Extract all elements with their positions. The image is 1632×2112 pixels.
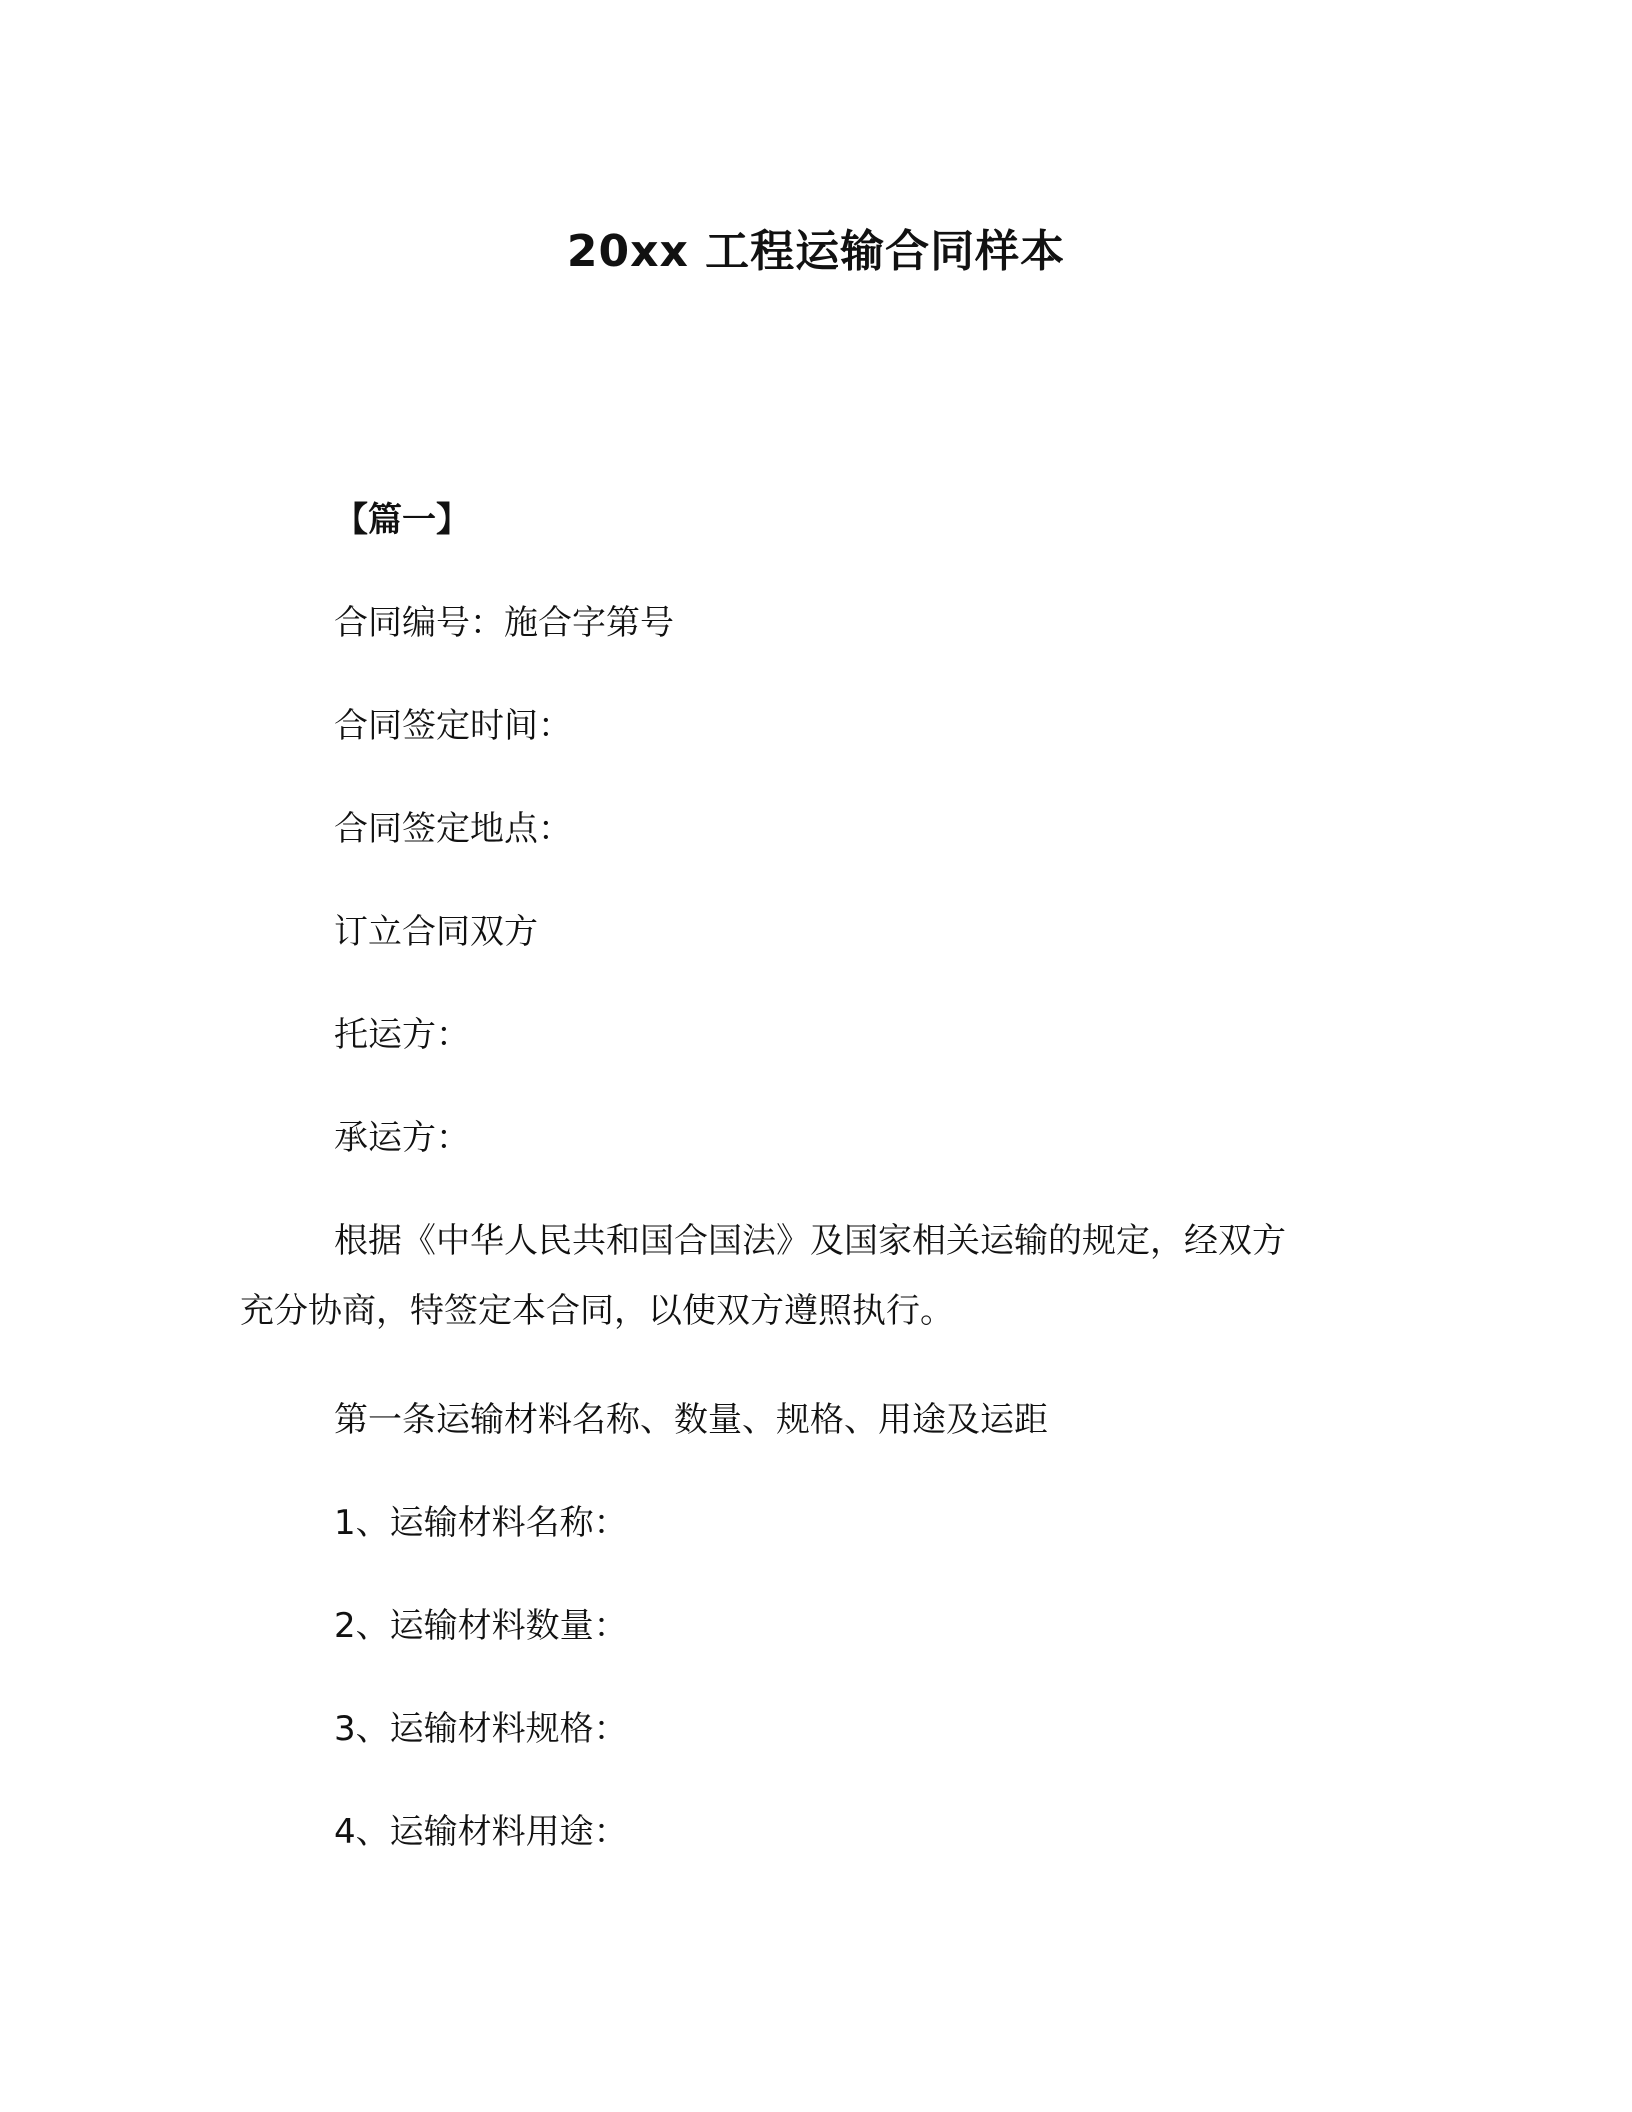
preamble-paragraph (240, 1218, 1370, 1334)
parties-line: 订立合同双方 (334, 912, 538, 952)
section-heading: 【篇一】 (334, 500, 470, 540)
carrier-line: 承运方： (334, 1118, 470, 1158)
document-title: 20xx 工程运输合同样本 (566, 226, 1066, 277)
preamble-line-1 (240, 1218, 1370, 1264)
preamble-line-2: 充分协商，特签定本合同，以使双方遵照执行。 (240, 1291, 954, 1331)
signing-time-line: 合同签定时间： (334, 706, 572, 746)
article-item: 4、运输材料用途： (334, 1812, 628, 1852)
signing-place-line: 合同签定地点： (334, 809, 572, 849)
article-item: 2、运输材料数量： (334, 1606, 628, 1646)
article-one-heading: 第一条运输材料名称、数量、规格、用途及运距 (334, 1400, 1048, 1440)
consignor-line: 托运方： (334, 1015, 470, 1055)
article-item: 3、运输材料规格： (334, 1709, 628, 1749)
preamble-text-1: 根据《中华人民共和国合国法》及国家相关运输的规定，经双方 (334, 1221, 1286, 1261)
contract-number-line: 合同编号：施合字第号 (334, 603, 674, 643)
article-item: 1、运输材料名称： (334, 1503, 628, 1543)
